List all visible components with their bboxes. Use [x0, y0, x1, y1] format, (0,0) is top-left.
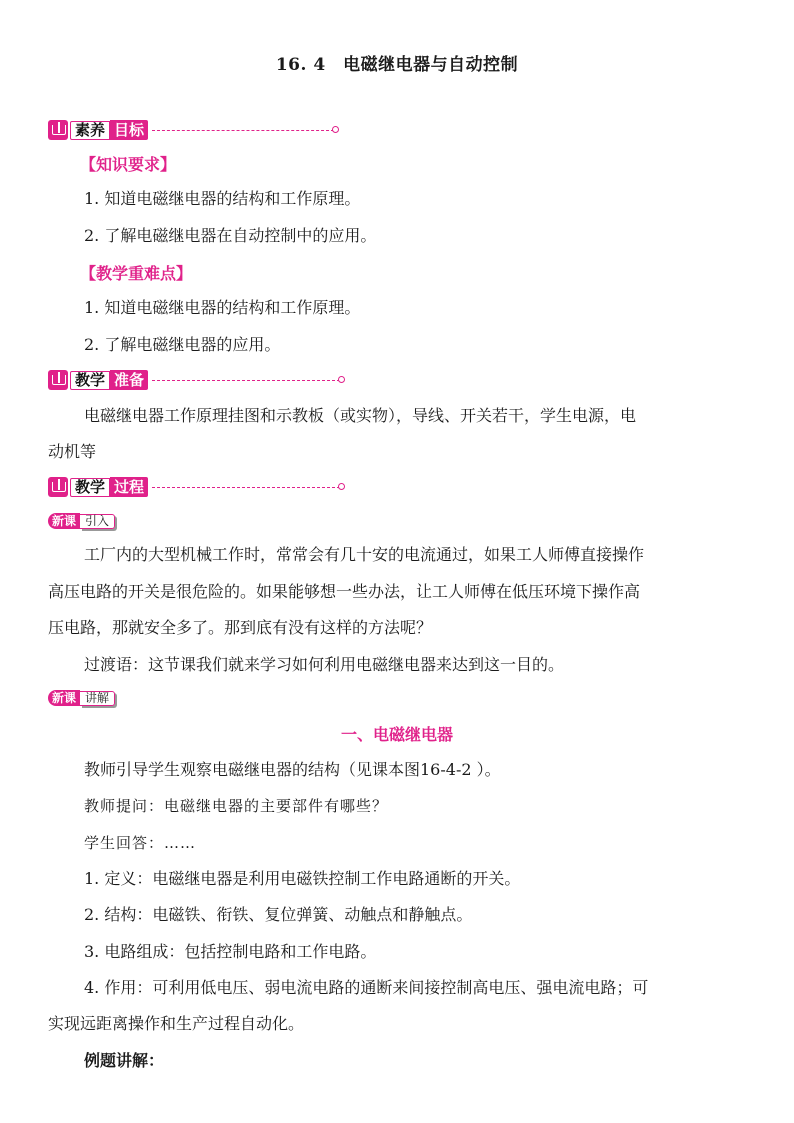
list-item: 2. 了解电磁继电器在自动控制中的应用。: [84, 226, 377, 245]
knowledge-requirements-heading: 【知识要求】: [80, 155, 177, 174]
student-answer: 学生回答：……: [84, 834, 197, 852]
circuit-line: 3. 电路组成：包括控制电路和工作电路。: [84, 942, 377, 961]
book-icon: [48, 477, 68, 497]
section-divider: [152, 380, 340, 381]
section-word-1: 教学: [70, 478, 110, 497]
tag-new-lesson-lecture: [48, 689, 115, 707]
function-line: 4. 作用：可利用低电压、弱电流电路的通断来间接控制高电压、强电流电路；可: [84, 978, 649, 997]
subsection-title: 一、电磁继电器: [340, 725, 453, 744]
section-header-process: [48, 477, 340, 497]
lecture-line: 教师引导学生观察电磁继电器的结构（见课本图16-4-2 ）。: [84, 760, 501, 779]
section-divider: [152, 130, 334, 131]
section-header-preparation: [48, 370, 340, 390]
prep-text-line: 动机等: [48, 442, 97, 461]
tag-new-lesson-intro: [48, 512, 115, 530]
transition-text: 过渡语：这节课我们就来学习如何利用电磁继电器来达到这一目的。: [84, 655, 565, 674]
tag-label-b: 引入: [80, 514, 115, 529]
prep-text-line: 电磁继电器工作原理挂图和示教板（或实物），导线、开关若干，学生电源，电: [84, 406, 637, 425]
intro-text-line: 工厂内的大型机械工作时，常常会有几十安的电流通过，如果工人师傅直接操作: [84, 545, 645, 564]
list-item: 2. 了解电磁继电器的应用。: [84, 335, 281, 354]
example-heading: 例题讲解：: [84, 1051, 165, 1070]
intro-text-line: 压电路，那就安全多了。那到底有没有这样的方法呢？: [48, 618, 433, 637]
definition-line: 1. 定义：电磁继电器是利用电磁铁控制工作电路通断的开关。: [84, 869, 521, 888]
section-word-1: 素养: [70, 121, 110, 140]
tag-label-a: 新课: [48, 690, 80, 706]
section-header-goals: [48, 120, 334, 140]
tag-label-b: 讲解: [80, 691, 115, 706]
section-word-1: 教学: [70, 371, 110, 390]
section-divider: [152, 487, 340, 488]
key-points-heading: 【教学重难点】: [80, 264, 193, 283]
teacher-question: 教师提问：电磁继电器的主要部件有哪些？: [84, 797, 389, 815]
section-word-2: 准备: [110, 370, 148, 390]
list-item: 1. 知道电磁继电器的结构和工作原理。: [84, 298, 361, 317]
tag-label-a: 新课: [48, 513, 80, 529]
section-word-2: 过程: [110, 477, 148, 497]
book-icon: [48, 370, 68, 390]
intro-text-line: 高压电路的开关是很危险的。如果能够想一些办法，让工人师傅在低压环境下操作高: [48, 582, 641, 601]
structure-line: 2. 结构：电磁铁、衔铁、复位弹簧、动触点和静触点。: [84, 905, 473, 924]
list-item: 1. 知道电磁继电器的结构和工作原理。: [84, 189, 361, 208]
section-word-2: 目标: [110, 120, 148, 140]
book-icon: [48, 120, 68, 140]
function-line: 实现远距离操作和生产过程自动化。: [48, 1014, 305, 1033]
page-title: 16. 4 电磁继电器与自动控制: [275, 55, 519, 75]
